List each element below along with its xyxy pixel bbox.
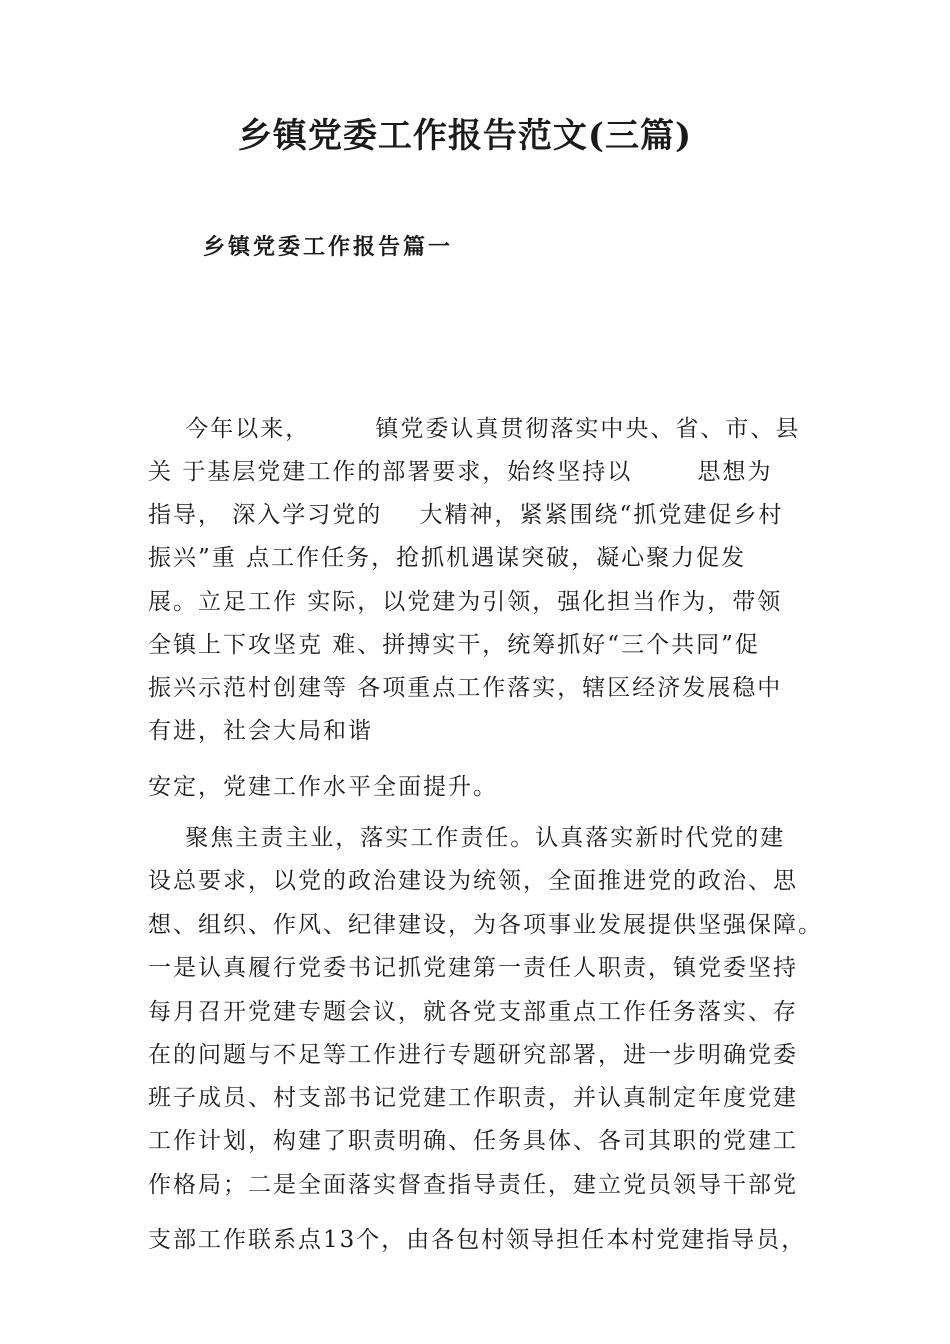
paragraph-line: 关 于基层党建工作的部署要求，始终坚持以 思想为 [148, 459, 773, 485]
paragraph-line: 作格局；二是全面落实督查指导责任，建立党员领导干部党 [148, 1172, 798, 1198]
section-heading: 乡镇党委工作报告篇一 [203, 234, 454, 260]
paragraph-line: 振兴”重 点工作任务，抢抓机遇谋突破，凝心聚力促发 [148, 545, 747, 571]
paragraph-line: 指导， 深入学习党的 大精神，紧紧围绕“抓党建促乡村 [148, 502, 784, 528]
paragraph-line: 振兴示范村创建等 各项重点工作落实，辖区经济发展稳中 [148, 675, 783, 701]
paragraph-line: 展。立足工作 实际，以党建为引领，强化担当作为，带领 [148, 589, 783, 615]
paragraph-line: 有进，社会大局和谐 [148, 718, 373, 744]
document-title: 乡镇党委工作报告范文(三篇) [237, 116, 693, 156]
paragraph-line: 工作计划，构建了职责明确、任务具体、各司其职的党建工 [148, 1128, 798, 1154]
paragraph-line: 在的问题与不足等工作进行专题研究部署，进一步明确党委 [148, 1042, 798, 1068]
paragraph-line: 每月召开党建专题会议，就各党支部重点工作任务落实、存 [148, 999, 798, 1025]
paragraph-line: 一是认真履行党委书记抓党建第一责任人职责，镇党委坚持 [148, 955, 798, 981]
paragraph-line: 班子成员、村支部书记党建工作职责，并认真制定年度党建 [148, 1085, 798, 1111]
paragraph-line: 想、组织、作风、纪律建设，为各项事业发展提供坚强保障。 [148, 912, 823, 938]
paragraph-line: 全镇上下攻坚克 难、拼搏实干，统筹抓好“三个共同”促 [148, 632, 760, 658]
paragraph-line: 今年以来， 镇党委认真贯彻落实中央、省、市、县 [148, 416, 801, 442]
paragraph-line: 聚焦主责主业，落实工作责任。认真落实新时代党的建 [148, 825, 786, 851]
paragraph-line: 设总要求，以党的政治建设为统领，全面推进党的政治、思 [148, 868, 798, 894]
paragraph-line: 支部工作联系点13个，由各包村领导担任本村党建指导员， [148, 1227, 807, 1253]
paragraph-line: 安定，党建工作水平全面提升。 [148, 774, 498, 800]
